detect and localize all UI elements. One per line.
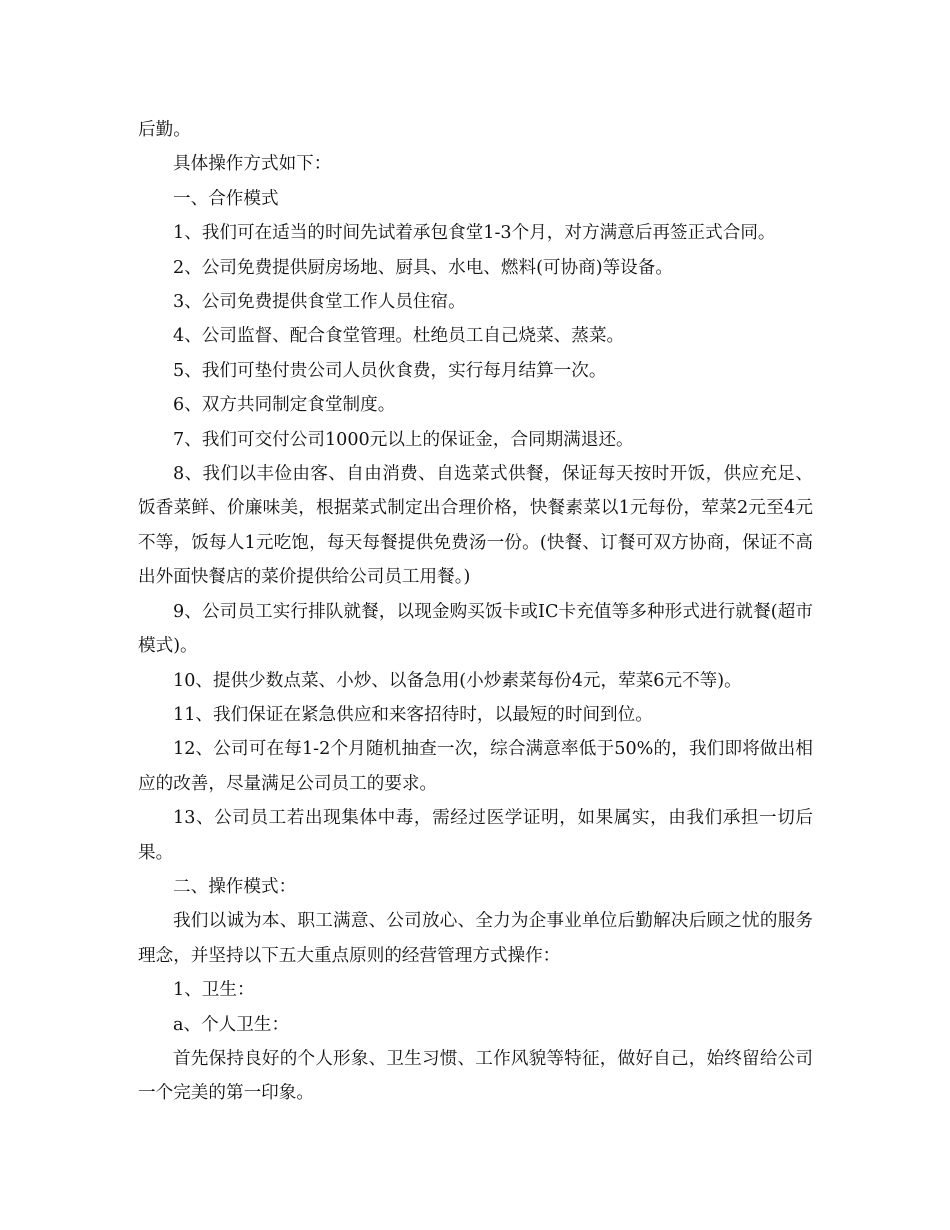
list-item: 8、我们以丰俭由客、自由消费、自选菜式供餐，保证每天按时开饭，供应充足、饭香菜鲜、价廉味美，根据菜式制定出合理价格，快餐素菜以1元每份，荤菜2元至4元不等，饭每人1元吃饱，每天每餐提供免费汤一份。(快餐、订餐可双方协商，保证不高出外面快餐店的菜价提供给公司员工用餐。) xyxy=(138,464,813,588)
paragraph: 首先保持良好的个人形象、卫生习惯、工作风貌等特征，做好自己，始终留给公司一个完美的第一印象。 xyxy=(138,1048,813,1104)
document-body xyxy=(138,113,813,1111)
list-item: 11、我们保证在紧急供应和来客招待时，以最短的时间到位。 xyxy=(173,704,653,725)
list-item: 3、公司免费提供食堂工作人员住宿。 xyxy=(173,292,466,313)
subsection-heading: a、个人卫生： xyxy=(173,1014,290,1035)
list-item: 13、公司员工若出现集体中毒，需经过医学证明，如果属实，由我们承担一切后果。 xyxy=(138,808,813,863)
list-item: 10、提供少数点菜、小炒、以备急用(小炒素菜每份4元，荤菜6元不等)。 xyxy=(173,670,742,691)
list-item: 6、双方共同制定食堂制度。 xyxy=(173,395,396,416)
list-item: 7、我们可交付公司1000元以上的保证金，合同期满退还。 xyxy=(173,429,634,450)
list-item: 9、公司员工实行排队就餐，以现金购买饭卡或IC卡充值等多种形式进行就餐(超市模式)。 xyxy=(138,601,813,657)
list-item: 2、公司免费提供厨房场地、厨具、水电、燃料(可协商)等设备。 xyxy=(173,257,673,278)
subsection-heading: 1、卫生： xyxy=(173,980,255,1001)
list-item: 4、公司监督、配合食堂管理。杜绝员工自己烧菜、蒸菜。 xyxy=(173,326,625,347)
list-item: 12、公司可在每1-2个月随机抽查一次，综合满意率低于50%的，我们即将做出相应的改善，尽量满足公司员工的要求。 xyxy=(138,739,813,794)
paragraph: 具体操作方式如下： xyxy=(173,154,332,175)
paragraph: 我们以诚为本、职工满意、公司放心、全力为企事业单位后勤解决后顾之忧的服务理念，并坚持以下五大重点原则的经营管理方式操作： xyxy=(138,911,813,966)
list-item: 1、我们可在适当的时间先试着承包食堂1-3个月，对方满意后再签正式合同。 xyxy=(173,223,776,244)
section-heading: 二、操作模式： xyxy=(173,876,297,897)
paragraph: 后勤。 xyxy=(138,120,191,140)
list-item: 5、我们可垫付贵公司人员伙食费，实行每月结算一次。 xyxy=(173,360,607,381)
section-heading: 一、合作模式 xyxy=(173,188,279,209)
